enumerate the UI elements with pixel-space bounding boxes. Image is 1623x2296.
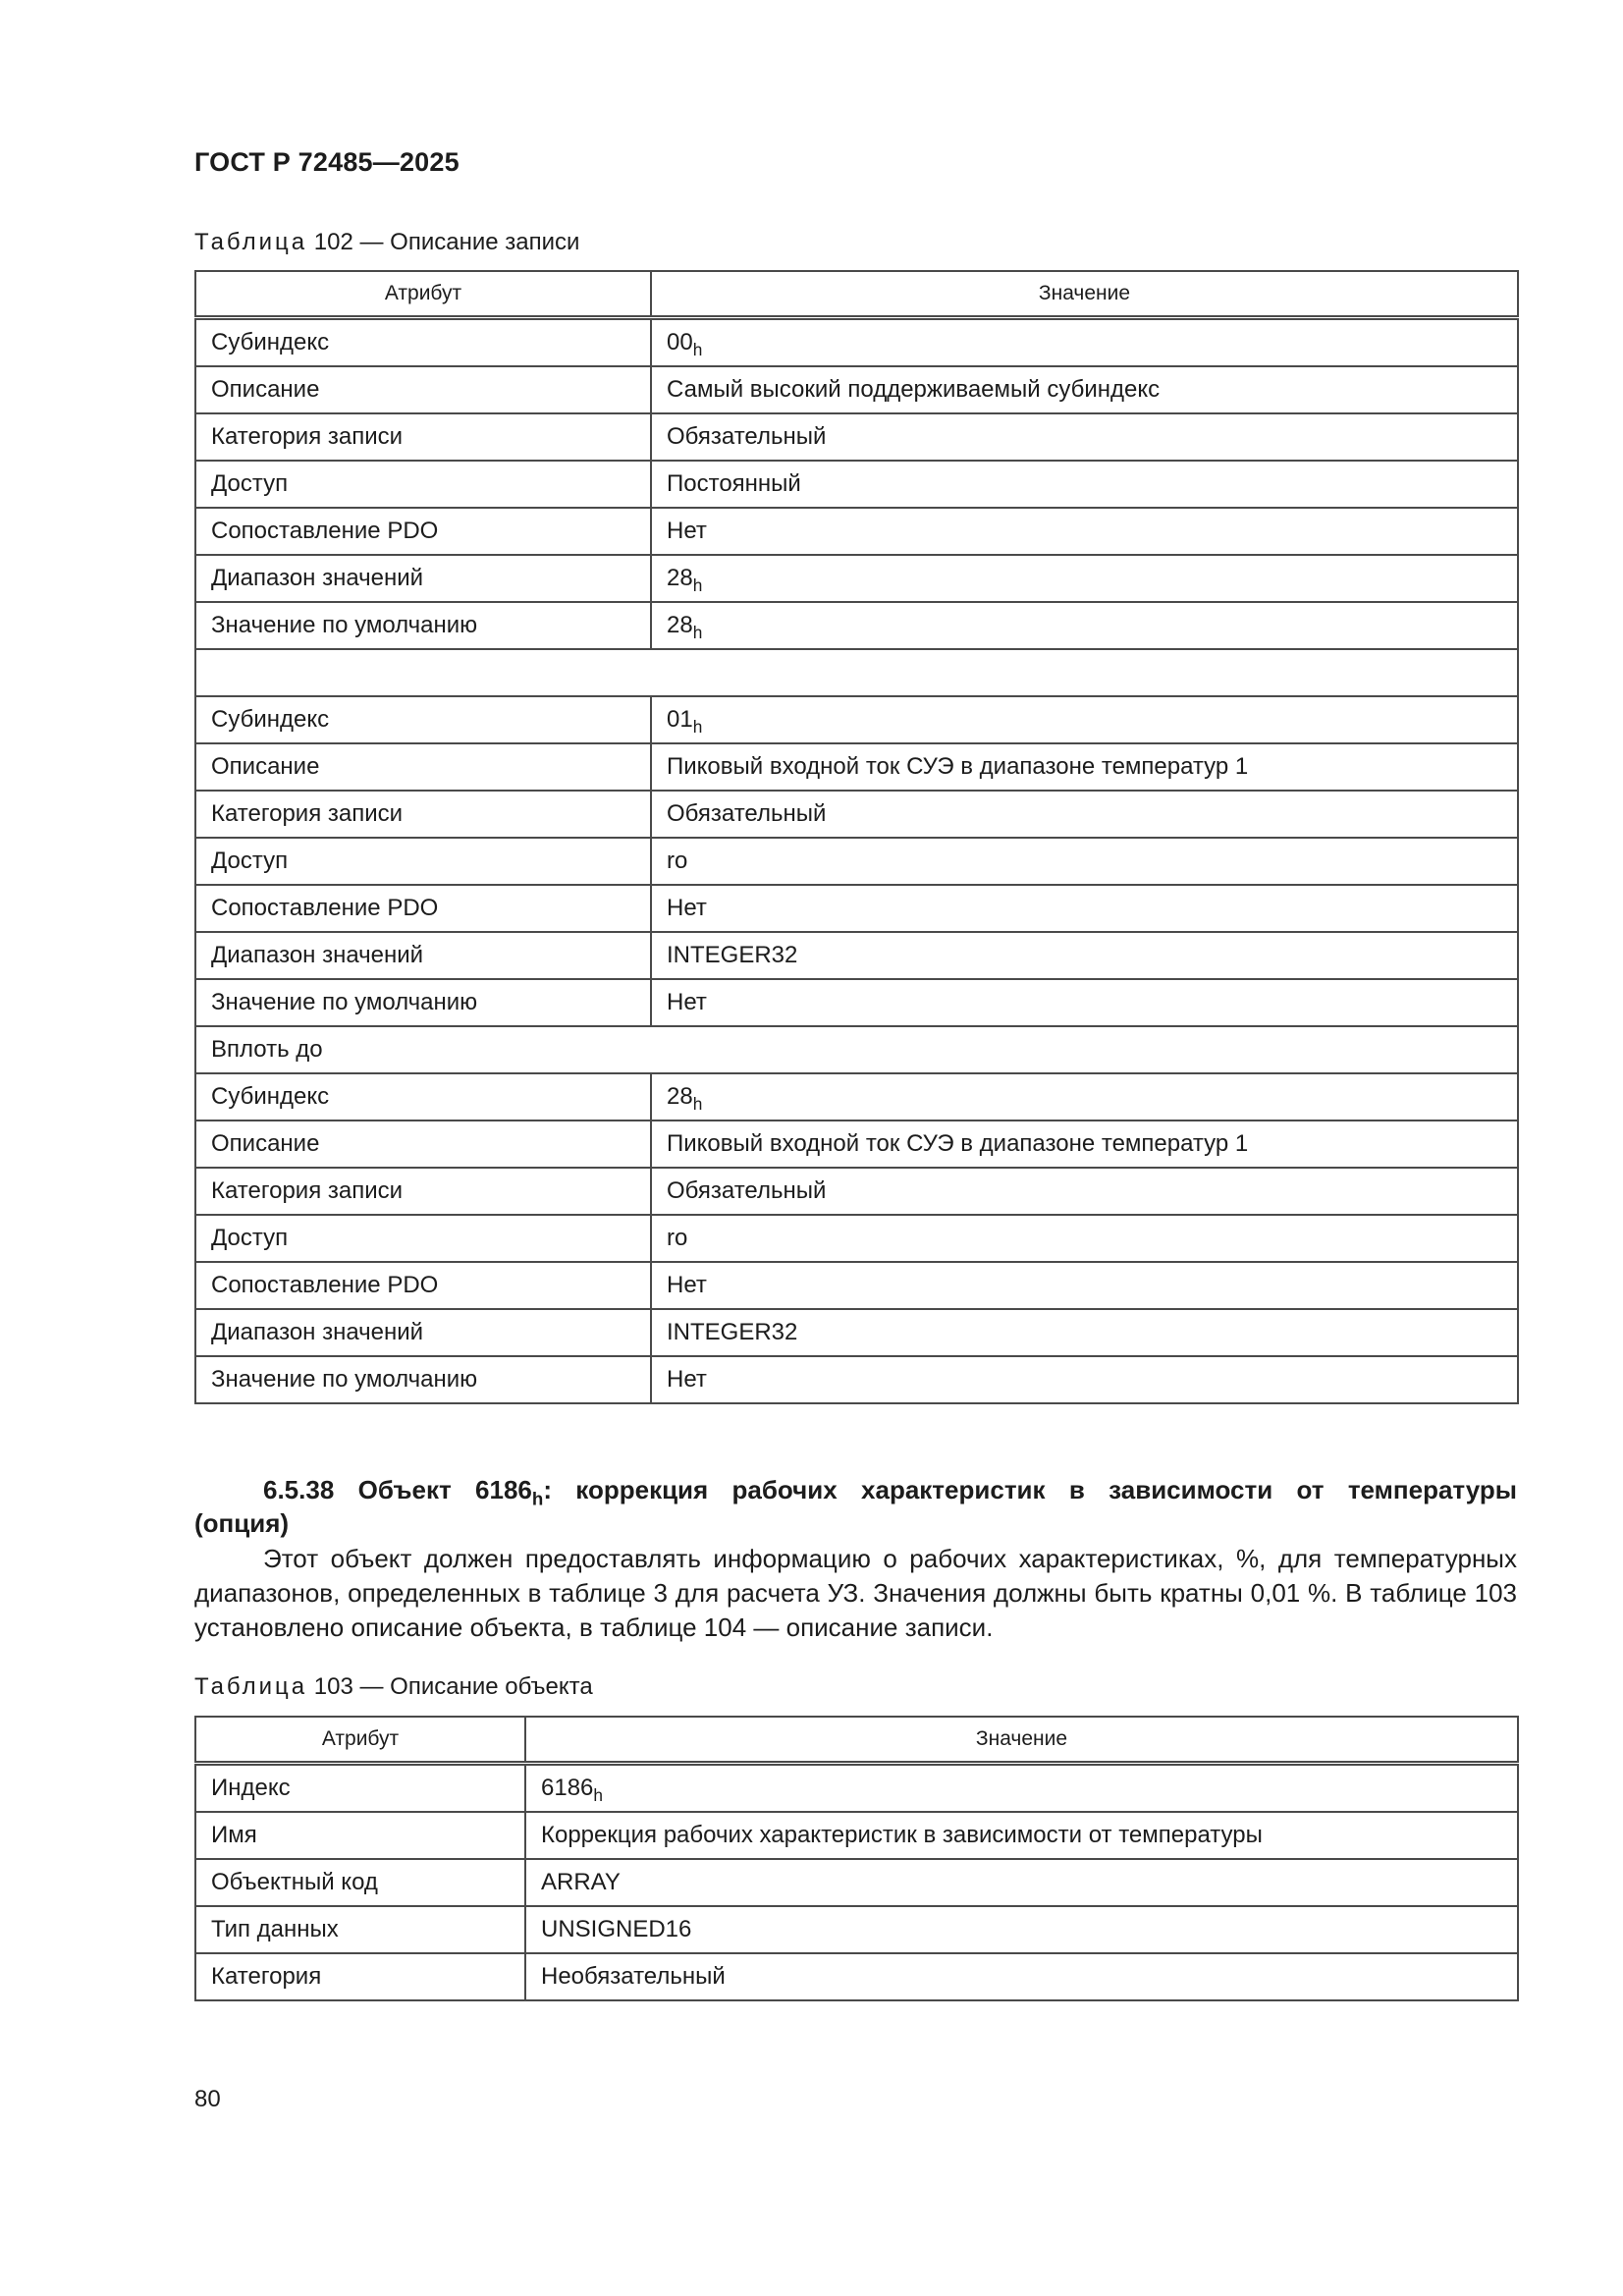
- table-103-body: [195, 1764, 1518, 2001]
- section-subscript: h: [531, 1488, 544, 1509]
- table-row: [195, 1812, 1518, 1859]
- value-cell: [525, 1812, 1518, 1859]
- table-row: [195, 1262, 1518, 1309]
- value-text: INTEGER32: [667, 1319, 798, 1345]
- attribute-cell: Категория: [195, 1953, 525, 2000]
- attribute-cell: Тип данных: [195, 1906, 525, 1953]
- value-cell: [651, 555, 1518, 602]
- document-header: ГОСТ Р 72485—2025: [194, 147, 460, 177]
- table-row: [195, 555, 1518, 602]
- attribute-cell: Описание: [195, 1121, 651, 1168]
- value-text: UNSIGNED16: [541, 1916, 692, 1942]
- attribute-cell: Категория записи: [195, 413, 651, 461]
- value-cell: [651, 1309, 1518, 1356]
- attribute-cell: Имя: [195, 1812, 525, 1859]
- separator-row: [195, 649, 1518, 696]
- value-cell: [651, 366, 1518, 413]
- table-row: [195, 602, 1518, 649]
- table-row: [195, 461, 1518, 508]
- value-cell: [651, 885, 1518, 932]
- table-row: [195, 885, 1518, 932]
- table-row: [195, 1906, 1518, 1953]
- attribute-cell: Сопоставление PDO: [195, 508, 651, 555]
- table-103-caption: [194, 1672, 593, 1702]
- value-cell: [651, 1215, 1518, 1262]
- attribute-cell: Индекс: [195, 1764, 525, 1813]
- value-text: Коррекция рабочих характеристик в зависимости от температуры: [541, 1822, 1263, 1848]
- value-subscript: h: [692, 340, 703, 360]
- value-cell: [651, 1073, 1518, 1121]
- caption-prefix: Таблица: [194, 1673, 308, 1700]
- table-102-body: [195, 318, 1518, 1404]
- attribute-cell: Описание: [195, 743, 651, 791]
- table-row: [195, 508, 1518, 555]
- value-text: Нет: [667, 518, 707, 544]
- value-text: 28: [667, 612, 693, 638]
- value-text: ro: [667, 1225, 688, 1251]
- table-row: [195, 366, 1518, 413]
- table-header-row: [195, 1717, 1518, 1764]
- attribute-cell: Субиндекс: [195, 696, 651, 743]
- value-cell: [651, 1356, 1518, 1403]
- attribute-cell: Диапазон значений: [195, 555, 651, 602]
- attribute-cell: Значение по умолчанию: [195, 602, 651, 649]
- table-row: [195, 1764, 1518, 1813]
- value-text: Самый высокий поддерживаемый субиндекс: [667, 376, 1161, 403]
- value-cell: [525, 1764, 1518, 1813]
- caption-text: 103 — Описание объекта: [307, 1673, 593, 1700]
- value-cell: [651, 932, 1518, 979]
- value-text: 00: [667, 329, 693, 355]
- table-header-row: [195, 271, 1518, 318]
- table-row: [195, 413, 1518, 461]
- table-row: [195, 838, 1518, 885]
- table-row: [195, 1215, 1518, 1262]
- attribute-cell: Диапазон значений: [195, 1309, 651, 1356]
- table-row: [195, 743, 1518, 791]
- table-row: [195, 1309, 1518, 1356]
- value-cell: [651, 318, 1518, 367]
- column-header-value: Значение: [525, 1717, 1518, 1764]
- table-row: [195, 791, 1518, 838]
- value-cell: [525, 1906, 1518, 1953]
- value-cell: [651, 461, 1518, 508]
- section-paragraph: Этот объект должен предоставлять информацию о рабочих характеристиках, %, для температурных диапазонов, определенных в таблице 3 для расчета УЗ. Значения должны быть кратны 0,01 %. В таблице 103 установлено описание объекта, в таблице 104 — описание записи.: [194, 1544, 1517, 1642]
- attribute-cell: Категория записи: [195, 791, 651, 838]
- value-cell: [651, 602, 1518, 649]
- value-text: Обязательный: [667, 1177, 827, 1204]
- table-102: [194, 270, 1519, 1404]
- page-number: 80: [194, 2086, 221, 2112]
- attribute-cell: Доступ: [195, 461, 651, 508]
- value-cell: [651, 838, 1518, 885]
- value-text: Необязательный: [541, 1963, 726, 1990]
- section-title-tail: (опция): [194, 1508, 290, 1538]
- table-row: [195, 696, 1518, 743]
- value-subscript: h: [692, 717, 703, 738]
- attribute-cell: Объектный код: [195, 1859, 525, 1906]
- value-text: Нет: [667, 895, 707, 921]
- column-header-attribute: Атрибут: [195, 1717, 525, 1764]
- value-subscript: h: [692, 1094, 703, 1115]
- value-cell: [525, 1859, 1518, 1906]
- value-cell: [651, 1168, 1518, 1215]
- value-subscript: h: [692, 575, 703, 596]
- upto-row: [195, 1026, 1518, 1073]
- attribute-cell: Субиндекс: [195, 1073, 651, 1121]
- value-text: Обязательный: [667, 800, 827, 827]
- value-text: 6186: [541, 1775, 594, 1801]
- value-cell: [651, 979, 1518, 1026]
- value-cell: [651, 1121, 1518, 1168]
- upto-cell: Вплоть до: [195, 1026, 1518, 1073]
- table-row: [195, 979, 1518, 1026]
- attribute-cell: Категория записи: [195, 1168, 651, 1215]
- value-text: Нет: [667, 989, 707, 1015]
- section-heading: [194, 1473, 1517, 1540]
- attribute-cell: Диапазон значений: [195, 932, 651, 979]
- section-number: 6.5.38 Объект 6186: [263, 1475, 532, 1504]
- table-row: [195, 932, 1518, 979]
- value-text: ARRAY: [541, 1869, 621, 1895]
- attribute-cell: Сопоставление PDO: [195, 1262, 651, 1309]
- value-cell: [651, 743, 1518, 791]
- caption-text: 102 — Описание записи: [307, 229, 580, 255]
- value-text: Постоянный: [667, 470, 801, 497]
- value-text: Нет: [667, 1366, 707, 1393]
- table-row: [195, 1356, 1518, 1403]
- value-text: INTEGER32: [667, 942, 798, 968]
- attribute-cell: Описание: [195, 366, 651, 413]
- value-subscript: h: [593, 1785, 603, 1806]
- separator-cell: [195, 649, 1518, 696]
- value-subscript: h: [692, 623, 703, 643]
- value-text: Нет: [667, 1272, 707, 1298]
- value-text: Пиковый входной ток СУЭ в диапазоне температур 1: [667, 753, 1249, 780]
- attribute-cell: Значение по умолчанию: [195, 979, 651, 1026]
- table-row: [195, 1073, 1518, 1121]
- value-text: 28: [667, 565, 693, 591]
- table-row: [195, 1121, 1518, 1168]
- table-row: [195, 1953, 1518, 2000]
- table-row: [195, 1168, 1518, 1215]
- value-cell: [651, 791, 1518, 838]
- attribute-cell: Доступ: [195, 1215, 651, 1262]
- value-cell: [525, 1953, 1518, 2000]
- table-row: [195, 318, 1518, 367]
- value-cell: [651, 413, 1518, 461]
- value-cell: [651, 696, 1518, 743]
- attribute-cell: Сопоставление PDO: [195, 885, 651, 932]
- value-text: ro: [667, 847, 688, 874]
- value-text: Пиковый входной ток СУЭ в диапазоне температур 1: [667, 1130, 1249, 1157]
- value-text: 01: [667, 706, 693, 733]
- table-103: [194, 1716, 1519, 2001]
- value-cell: [651, 1262, 1518, 1309]
- attribute-cell: Доступ: [195, 838, 651, 885]
- attribute-cell: Субиндекс: [195, 318, 651, 367]
- caption-prefix: Таблица: [194, 229, 308, 255]
- section-heading-line: [194, 1473, 1517, 1509]
- attribute-cell: Значение по умолчанию: [195, 1356, 651, 1403]
- value-text: 28: [667, 1083, 693, 1110]
- value-text: Обязательный: [667, 423, 827, 450]
- table-row: [195, 1859, 1518, 1906]
- column-header-attribute: Атрибут: [195, 271, 651, 318]
- value-cell: [651, 508, 1518, 555]
- table-102-caption: [194, 228, 579, 257]
- section-title-text: : коррекция рабочих характеристик в зависимости от температуры: [543, 1475, 1517, 1504]
- column-header-value: Значение: [651, 271, 1518, 318]
